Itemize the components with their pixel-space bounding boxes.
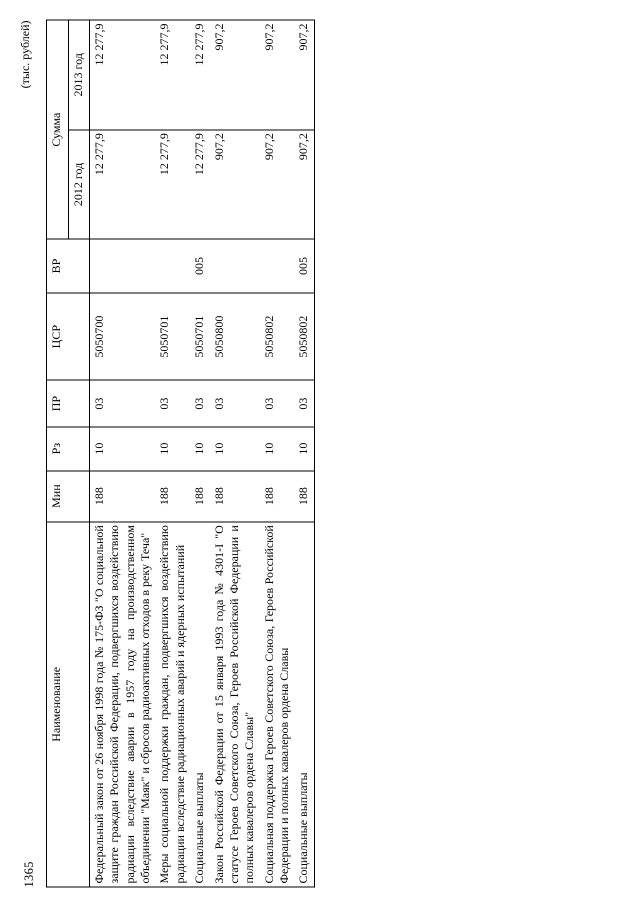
table-row (294, 20, 314, 887)
row-pr: 03 (155, 380, 190, 426)
row-pr: 03 (190, 380, 209, 426)
row-name: Закон Российской Федерации от 15 января 1993 года № 4301-I "О статусе Героев Советского Союза, Героев Российской Федерации и полных кавалеров ордена Славы" (210, 521, 260, 886)
row-csr: 5050701 (155, 292, 190, 380)
row-vr (155, 239, 190, 293)
row-pr: 03 (294, 380, 314, 426)
row-year-2013: 907,2 (294, 20, 314, 130)
row-pr: 03 (210, 380, 260, 426)
table-row (90, 20, 156, 887)
row-csr: 5050802 (294, 292, 314, 380)
row-name: Меры социальной поддержки граждан, подвергшихся воздействию радиации вследствие радиационных аварий и ядерных испытаний (155, 521, 190, 886)
table-row (210, 20, 260, 887)
budget-table (46, 19, 315, 887)
row-min: 188 (190, 470, 209, 521)
col-header-year-2013: 2013 год (68, 20, 90, 130)
units-note: (тыс. рублей) (18, 20, 32, 88)
row-year-2013: 12 277,9 (90, 20, 156, 130)
row-name: Социальная поддержка Героев Советского Союза, Героев Российской Федерации и полных кавалеров ордена Славы (260, 521, 295, 886)
row-min: 188 (210, 470, 260, 521)
row-vr (210, 239, 260, 293)
row-vr (260, 239, 295, 293)
row-rz: 10 (90, 426, 156, 470)
row-name: Социальные выплаты (190, 521, 209, 886)
page-number: 1365 (22, 860, 36, 887)
row-rz: 10 (190, 426, 209, 470)
row-vr: 005 (294, 239, 314, 293)
row-year-2012: 12 277,9 (90, 129, 156, 239)
row-pr: 03 (260, 380, 295, 426)
row-min: 188 (294, 470, 314, 521)
row-year-2012: 907,2 (210, 129, 260, 239)
row-rz: 10 (260, 426, 295, 470)
table-header (47, 20, 90, 887)
row-year-2012: 12 277,9 (155, 129, 190, 239)
col-header-min: Мин (47, 470, 90, 521)
row-year-2012: 907,2 (294, 129, 314, 239)
row-csr: 5050700 (90, 292, 156, 380)
row-vr (90, 239, 156, 293)
row-year-2012: 12 277,9 (190, 129, 209, 239)
row-csr: 5050800 (210, 292, 260, 380)
row-csr: 5050802 (260, 292, 295, 380)
row-min: 188 (155, 470, 190, 521)
row-rz: 10 (294, 426, 314, 470)
row-year-2013: 12 277,9 (190, 20, 209, 130)
row-year-2013: 12 277,9 (155, 20, 190, 130)
col-header-vr: ВР (47, 239, 90, 293)
row-name: Социальные выплаты (294, 521, 314, 886)
row-rz: 10 (210, 426, 260, 470)
table-row (190, 20, 209, 887)
col-header-sum: Сумма (47, 20, 69, 239)
table-row (155, 20, 190, 887)
row-rz: 10 (155, 426, 190, 470)
col-header-rz: Рз (47, 426, 90, 470)
col-header-csr: ЦСР (47, 292, 90, 380)
row-csr: 5050701 (190, 292, 209, 380)
row-year-2013: 907,2 (210, 20, 260, 130)
table-body (90, 20, 315, 887)
row-pr: 03 (90, 380, 156, 426)
col-header-year-2012: 2012 год (68, 129, 90, 239)
row-year-2013: 907,2 (260, 20, 295, 130)
table-row (260, 20, 295, 887)
row-min: 188 (90, 470, 156, 521)
row-year-2012: 907,2 (260, 129, 295, 239)
col-header-pr: ПР (47, 380, 90, 426)
col-header-name: Наименование (47, 521, 90, 886)
row-name: Федеральный закон от 26 ноября 1998 года № 175-ФЗ "О социальной защите граждан Российской Федерации, подвергшихся воздействию радиации вследствие аварии в 1957 году на производственном объединении "Маяк" и сбросов радиоактивных отходов в реку Теча" (90, 521, 156, 886)
row-min: 188 (260, 470, 295, 521)
row-vr: 005 (190, 239, 209, 293)
